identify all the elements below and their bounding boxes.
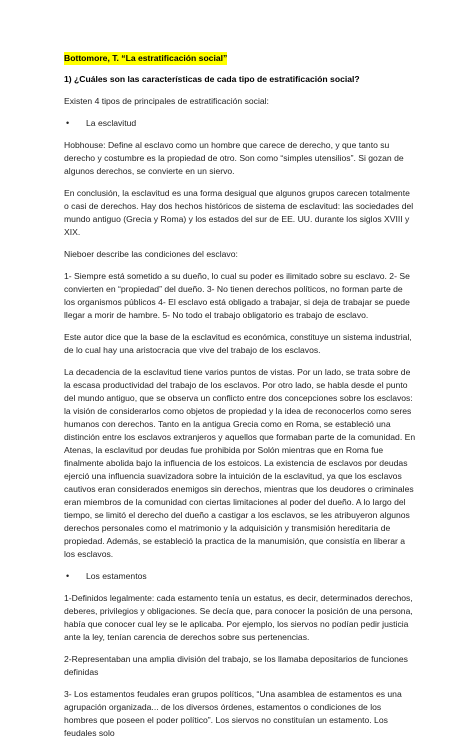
paragraph-legal-definition: 1-Definidos legalmente: cada estamento tenía un estatus, es decir, determinados derechos, deberes, privilegios y obligaciones. Se decía que, para conocer la posición de una persona, había que conocer cual ley se le aplicaba. Por ejemplo, los siervos no podían pedir justicia ante la ley, tenían carencia de derechos sobre sus pertenencias. bbox=[64, 593, 413, 642]
bullet-label: Los estamentos bbox=[86, 571, 147, 581]
question-heading: 1) ¿Cuáles son las características de cada tipo de estratificación social? bbox=[64, 74, 360, 84]
bullet-item-esclavitud bbox=[64, 117, 416, 130]
bullet-icon: • bbox=[66, 118, 70, 128]
paragraph-political-groups: 3- Los estamentos feudales eran grupos políticos, “Una asamblea de estamentos es una agrupación organizada... de los diversos órdenes, estamentos o condiciones de los hombres que poseen el poder político”. Los siervos no constituían un estamento. Los feudales solo bbox=[64, 689, 402, 738]
bullet-label: La esclavitud bbox=[86, 118, 137, 128]
bullet-item-estamentos bbox=[64, 570, 416, 583]
document-title: Bottomore, T. “La estratificación social” bbox=[64, 53, 228, 63]
paragraph-economic-base: Este autor dice que la base de la esclavitud es económica, constituye un sistema industrial, de lo cual hay una aristocracia que vive del trabajo de los esclavos. bbox=[64, 332, 412, 355]
paragraph-conclusion: En conclusión, la esclavitud es una forma desigual que algunos grupos carecen totalmente o casi de derechos. Hay dos hechos históricos de sistema de esclavitud: las sociedades del mundo antiguo (Grecia y Roma) y los estados del sur de EE. UU. durante los siglos XVIII y XIX. bbox=[64, 188, 414, 237]
intro-paragraph: Existen 4 tipos de principales de estratificación social: bbox=[64, 96, 269, 106]
paragraph-decadence: La decadencia de la esclavitud tiene varios puntos de vistas. Por un lado, se trata sobre de la escasa productividad del trabajo de los esclavos. Por otro lado, se habla desde el punto del mundo antiguo, que se observa un conflicto entre dos concepciones sobre los esclavos: la visión de considerarlos como objetos de propiedad y la idea de reconocerlos como seres humanos con derechos. Tanto en la antigua Grecia como en Roma, se estableció una distinción entre los esclavos extranjeros y aquellos que formaban parte de la comunidad. En Atenas, la esclavitud por deudas fue prohibida por Solón mientras que en Roma fue finalmente abolida bajo la influencia de los estoicos. La existencia de esclavos por deudas ejerció una influencia suavizadora sobre la intuición de la esclavitud, ya que los esclavos cautivos eran considerados enemigos sin derechos, mientras que los deudores o criminales eran miembros de la comunidad con ciertas limitaciones al poder del dueño. A lo largo del tiempo, se limitó el derecho del dueño a castigar a los esclavos, se les atribuyeron algunos derechos personales como el matrimonio y la adquisición y transmisión hereditaria de propiedad. Además, se estableció la practica de la manumisión, que consistía en liberar a los esclavos. bbox=[64, 367, 416, 559]
bullet-icon: • bbox=[66, 571, 70, 581]
paragraph-nieboer: Nieboer describe las condiciones del esclavo: bbox=[64, 249, 238, 259]
paragraph-hobhouse: Hobhouse: Define al esclavo como un hombre que carece de derecho, y que tanto su derecho y costumbre es la propiedad de otro. Son como “simples utensilios”. Si gozan de algunos derechos, se convierte en un siervo. bbox=[64, 140, 404, 176]
paragraph-division-labor: 2-Representaban una amplia división del trabajo, se los llamaba depositarios de funciones definidas bbox=[64, 654, 408, 677]
paragraph-conditions: 1- Siempre está sometido a su dueño, lo cual su poder es ilimitado sobre su esclavo. 2- Se convierten en “propiedad” del dueño. 3- No tienen derechos políticos, no forman parte de los organismos públicos 4- El esclavo está obligado a trabajar, si deja de trabajar se puede llegar a morir de hambre. 5- No todo el trabajo obligatorio es trabajo de esclavo. bbox=[64, 271, 410, 320]
